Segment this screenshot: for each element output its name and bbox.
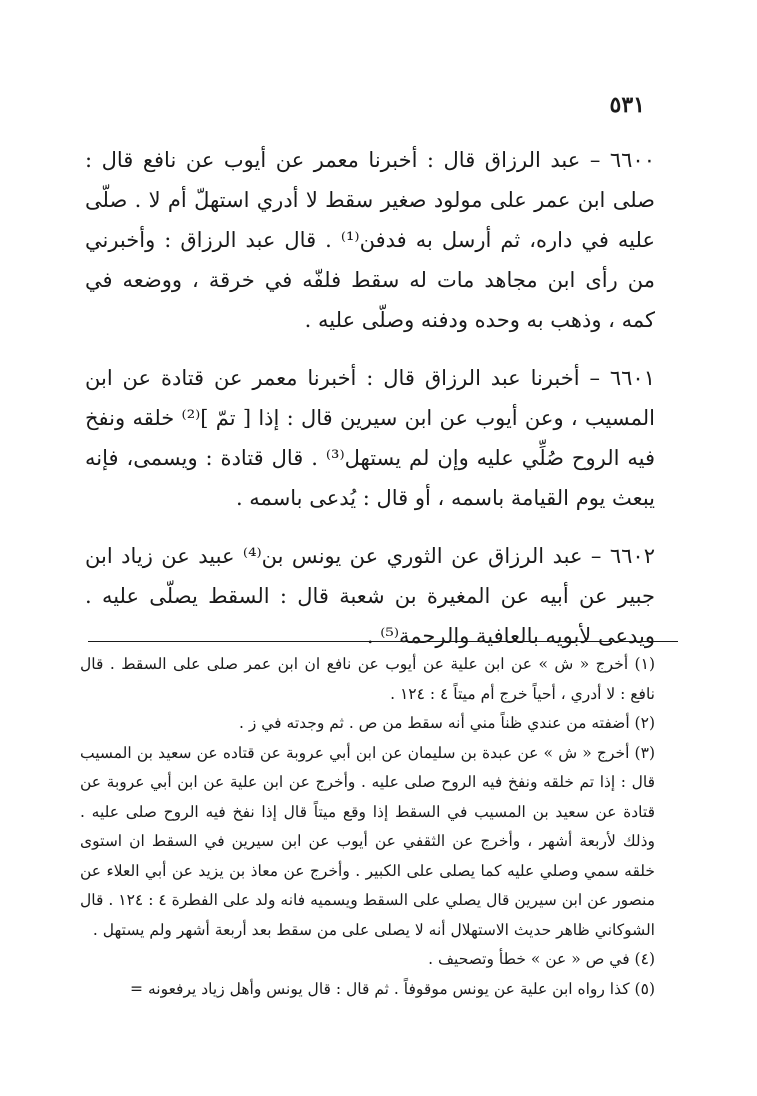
main-text	[85, 140, 655, 674]
footnote-3: (٣) أخرج « ش » عن عبدة بن سليمان عن ابن أبي عروبة عن قتاده عن سعيد بن المسيب قال : إذا تم خلقه ونفخ فيه الروح صلى عليه . وأخرج عن ابن علية عن ابن أبي عروبة عن قتادة عن سعيد بن المسيب في السقط إذا وقع ميتاً قال إذا نفخ فيه الروح صلى عليه . وذلك لأربعة أشهر ، وأخرج عن الثقفي عن أيوب عن ابن سيرين في السقط ان استوى خلقه سمي وصلي عليه كما يصلى على الكبير . وأخرج عن معاذ بن يزيد عن أبي العلاء عن منصور عن ابن سيرين قال يصلي على السقط ويسميه فانه ولد على الفطرة ٤ : ١٢٤ . قال الشوكاني ظاهر حديث الاستهلال أنه لا يصلى على من سقط بعد أربعة أشهر ولم يستهل .	[80, 743, 655, 939]
footnote-divider	[88, 641, 678, 642]
footnote-5: (٥) كذا رواه ابن علية عن يونس موقوفاً . ثم قال : قال يونس وأهل زياد يرفعونه =	[130, 979, 655, 998]
page-number: ٥٣١	[609, 92, 645, 118]
hadith-entry-6600: ٦٦٠٠ – عبد الرزاق قال : أخبرنا معمر عن أيوب عن نافع قال : صلى ابن عمر على مولود صغير سقط لا أدري استهلّ أم لا . صلّى عليه في داره، ثم أرسل به فدفن⁽¹⁾ . قال عبد الرزاق : وأخبرني من رأى ابن مجاهد مات له سقط فلفّه في خرقة ، ووضعه في كمه ، وذهب به وحده ودفنه وصلّى عليه .	[85, 148, 655, 332]
footnote-1: (١) أخرج « ش » عن ابن علية عن أيوب عن نافع ان ابن عمر صلى على السقط . قال نافع : لا أدري ، أحياً خرج أم ميتاً ٤ : ١٢٤ .	[80, 655, 655, 703]
footnote-4: (٤) في ص « عن » خطأ وتصحيف .	[428, 950, 655, 968]
hadith-entry-6601: ٦٦٠١ – أخبرنا عبد الرزاق قال : أخبرنا معمر عن قتادة عن ابن المسيب ، وعن أيوب عن ابن سيرين قال : إذا [ تمّ ]⁽²⁾ خلقه ونفخ فيه الروح صُلِّي عليه وإن لم يستهل⁽³⁾ . قال قتادة : ويسمى، فإنه يبعث يوم القيامة باسمه ، أو قال : يُدعى باسمه .	[85, 366, 656, 510]
footnotes	[80, 650, 655, 1004]
hadith-entry-6602: ٦٦٠٢ – عبد الرزاق عن الثوري عن يونس بن⁽⁴⁾ عبيد عن زياد ابن جبير عن أبيه عن المغيرة بن شعبة قال : السقط يصلّى عليه . ويدعى لأبويه بالعافية والرحمة⁽⁵⁾ .	[85, 544, 655, 648]
footnote-2: (٢) أضفته من عندي ظناً مني أنه سقط من ص . ثم وجدته في ز .	[238, 714, 655, 732]
